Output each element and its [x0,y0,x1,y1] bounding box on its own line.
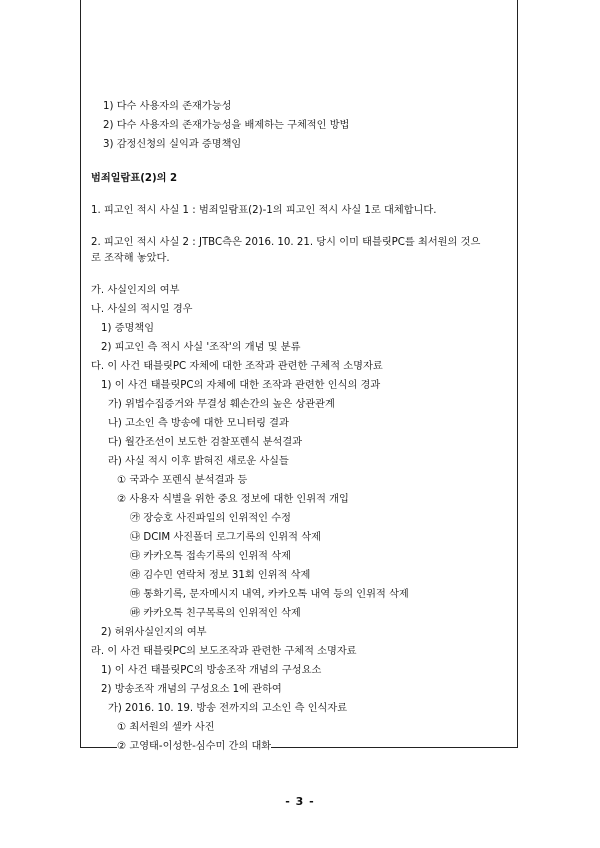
outline-line: 1. 피고인 적시 사실 1 : 범죄일람표(2)-1의 피고인 적시 사실 1로 대체합니다. [91,205,437,216]
outline-line: 다) 월간조선이 보도한 검찰포렌식 분석결과 [108,437,303,448]
outline-line: 1) 다수 사용자의 존재가능성 [103,101,232,112]
outline-line: ㉯ DCIM 사진폴더 로그기록의 인위적 삭제 [130,532,321,543]
outline-line: 나. 사실의 적시일 경우 [91,304,193,315]
outline-line: ② 사용자 식별을 위한 중요 정보에 대한 인위적 개입 [117,494,349,505]
outline-line: 2. 피고인 적시 사실 2 : JTBC측은 2016. 10. 21. 당시 이미 태블릿PC를 최서원의 것으 [91,237,481,248]
outline-line: ② 고영태-이성한-심수미 간의 대화 [117,741,272,752]
outline-line: 1) 이 사건 태블릿PC의 자체에 대한 조작과 관련한 인식의 경과 [101,380,381,391]
outline-line: 로 조작해 놓았다. [91,253,170,264]
outline-line: 1) 증명책임 [101,323,155,334]
outline-line: 나) 고소인 측 방송에 대한 모니터링 결과 [108,418,289,429]
outline-line: 2) 방송조작 개념의 구성요소 1에 관하여 [101,684,282,695]
outline-line: 2) 다수 사용자의 존재가능성을 배제하는 구체적인 방법 [103,120,350,131]
outline-line: ① 최서원의 셀카 사진 [117,722,215,733]
outline-line: ㉲ 통화기록, 문자메시지 내역, 카카오톡 내역 등의 인위적 삭제 [130,589,409,600]
outline-line: ㉮ 장승호 사진파일의 인위적인 수정 [130,513,291,524]
outline-line: ① 국과수 포렌식 분석결과 등 [117,475,248,486]
outline-line: 라. 이 사건 태블릿PC의 보도조작과 관련한 구체적 소명자료 [91,646,357,657]
outline-line: 가) 위법수집증거와 무결성 훼손간의 높은 상관관계 [108,399,335,410]
outline-line: 1) 이 사건 태블릿PC의 방송조작 개념의 구성요소 [101,665,322,676]
section-heading: 범죄일람표(2)의 2 [91,173,178,184]
outline-line: 3) 감정신청의 실익과 증명책임 [103,139,242,150]
outline-line: 가. 사실인지의 여부 [91,285,180,296]
outline-line: 라) 사실 적시 이후 밝혀진 새로운 사실들 [108,456,289,467]
outline-line: 가) 2016. 10. 19. 방송 전까지의 고소인 측 인식자료 [108,703,348,714]
outline-line: ㉱ 김수민 연락처 정보 31회 인위적 삭제 [130,570,311,581]
outline-line: 2) 피고인 측 적시 사실 '조작'의 개념 및 분류 [101,342,301,353]
outline-line: ㉳ 카카오톡 친구목록의 인위적인 삭제 [130,608,301,619]
outline-line: 2) 허위사실인지의 여부 [101,627,207,638]
page-number: - 3 - [285,795,315,808]
outline-line: 다. 이 사건 태블릿PC 자체에 대한 조작과 관련한 구체적 소명자료 [91,361,383,372]
outline-line: ㉰ 카카오톡 접속기록의 인위적 삭제 [130,551,291,562]
